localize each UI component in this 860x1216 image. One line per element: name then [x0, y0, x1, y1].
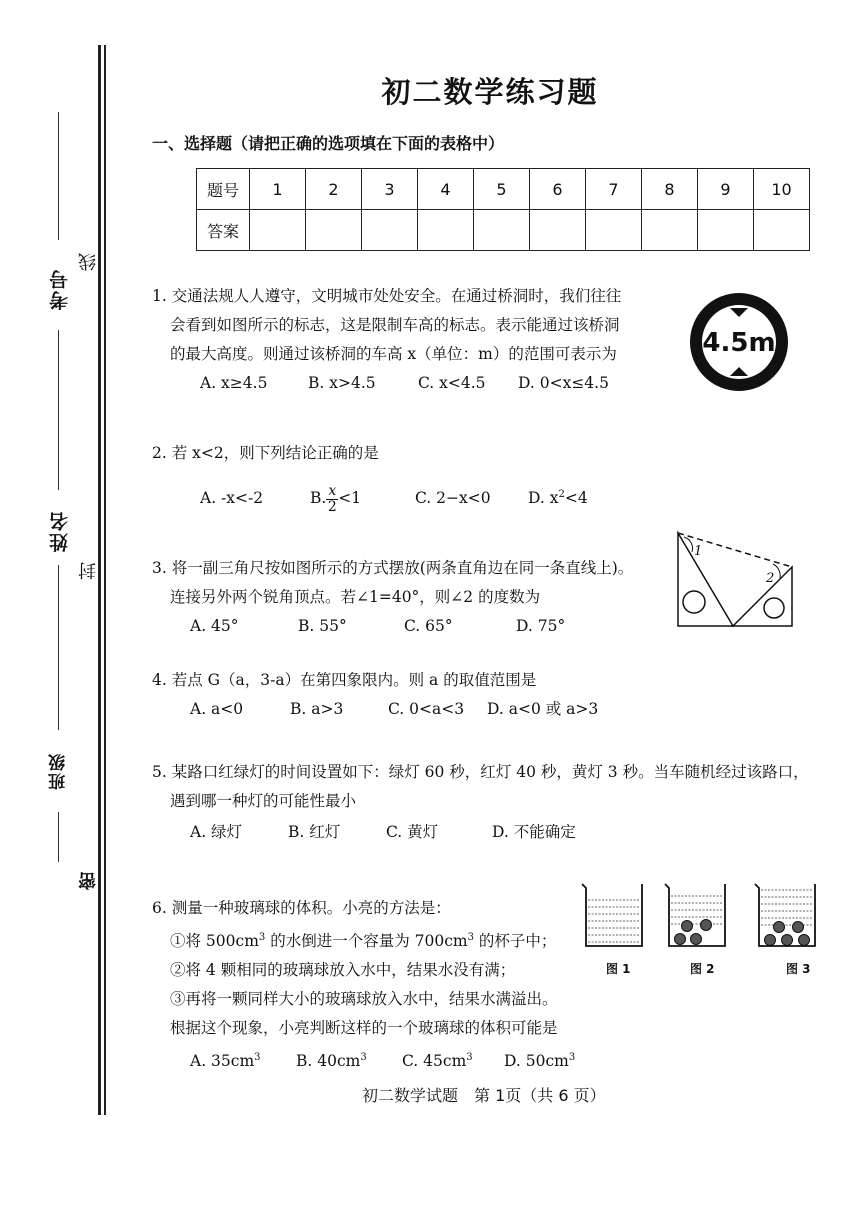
answer-cell[interactable] [306, 210, 362, 251]
question-number-cell: 8 [642, 169, 698, 210]
superscript: 3 [467, 932, 474, 943]
option-b-text: B. 40cm [296, 1052, 361, 1071]
option-d [528, 480, 588, 513]
table-header-cell: 答案 [197, 210, 250, 251]
option-b [310, 484, 415, 515]
option-a: A. 45° [190, 617, 239, 635]
option-d-suffix: <4 [564, 489, 588, 508]
question-5 [152, 758, 809, 847]
text-part: 的水倒进一个容量为 700cm [265, 932, 468, 951]
option-d [504, 1043, 575, 1076]
answer-cell[interactable] [754, 210, 810, 251]
option-c-text: C. 45cm [402, 1052, 467, 1071]
beaker-3-icon [755, 884, 815, 946]
question-6-line: ③再将一颗同样大小的玻璃球放入水中，结果水满溢出。 [170, 990, 558, 1009]
option-d: D. 不能确定 [492, 823, 576, 841]
xingming-blank [58, 330, 59, 490]
text-part: ①将 500cm [170, 932, 259, 951]
question-3-line: 3. 将一副三角尺按如图所示的方式摆放(两条直角边在同一条直线上)。 [152, 559, 634, 577]
question-number-cell: 6 [530, 169, 586, 210]
question-2 [152, 439, 588, 515]
option-d-base: D. x [528, 489, 559, 508]
page-footer: 初二数学试题 第 1页（共 6 页） [362, 1086, 606, 1105]
question-number-cell: 7 [586, 169, 642, 210]
table-row [197, 210, 810, 251]
answer-cell[interactable] [530, 210, 586, 251]
mi-mark: 密 [78, 872, 99, 890]
feng-mark: 封 [78, 562, 99, 580]
answer-table [196, 168, 810, 251]
page-title: 初二数学练习题 [381, 75, 599, 109]
table-row [197, 169, 810, 210]
option-c: C. 65° [404, 617, 453, 635]
question-3-line: 连接另外两个锐角顶点。若∠1=40°，则∠2 的度数为 [170, 588, 541, 606]
superscript: 3 [466, 1052, 473, 1064]
option-b [296, 1043, 402, 1076]
figure-2-caption: 图 2 [690, 962, 715, 976]
xian-mark: 线 [78, 253, 99, 271]
question-1-line: 的最大高度。则通过该桥洞的车高 x（单位：m）的范围可表示为 [170, 345, 617, 363]
option-a: A. 绿灯 [190, 823, 243, 841]
fraction-denominator: 2 [327, 498, 337, 515]
option-a: A. -x<-2 [200, 489, 264, 508]
question-6-line [152, 923, 575, 956]
banji-blank [58, 565, 59, 730]
question-6-line: 6. 测量一种玻璃球的体积。小亮的方法是： [152, 899, 451, 917]
option-c: C. 黄灯 [386, 823, 439, 841]
question-1 [152, 282, 621, 398]
question-1-line: 1. 交通法规人人遵守，文明城市处处安全。在通过桥洞时，我们往往 [152, 287, 622, 305]
sign-text: 4.5m [702, 328, 776, 358]
option-c [402, 1043, 504, 1076]
superscript: 3 [568, 1052, 576, 1064]
answer-cell[interactable] [418, 210, 474, 251]
option-d-superscript: 2 [558, 489, 565, 500]
beaker-2-icon [665, 884, 725, 946]
option-c: C. 2−x<0 [415, 489, 491, 508]
question-number-cell: 4 [418, 169, 474, 210]
angle-2-label: 2 [766, 571, 775, 586]
question-number-cell: 1 [250, 169, 306, 210]
height-limit-sign-icon [686, 289, 792, 395]
beaker-1-icon [582, 884, 642, 946]
option-b: B. 55° [298, 617, 347, 635]
figure-3-caption: 图 3 [786, 962, 811, 976]
superscript: 3 [254, 1052, 261, 1064]
superscript: 3 [360, 1052, 367, 1064]
question-4 [152, 666, 598, 724]
fraction [326, 484, 338, 515]
option-a: A. x≥4.5 [200, 374, 268, 392]
answer-cell[interactable] [362, 210, 418, 251]
option-b-suffix: <1 [338, 489, 362, 508]
question-5-line: 遇到哪一种灯的可能性最小 [170, 792, 357, 810]
question-1-line: 会看到如图所示的标志，这是限制车高的标志。表示能通过该桥洞 [170, 316, 620, 334]
angle-1-label: 1 [694, 544, 703, 559]
answer-cell[interactable] [698, 210, 754, 251]
binding-line-outer [98, 45, 101, 1115]
option-a-text: A. 35cm [190, 1052, 255, 1071]
question-6 [152, 894, 575, 1076]
text-part: 的杯子中； [473, 932, 557, 951]
kaohao-blank [58, 112, 59, 240]
option-b: B. a>3 [290, 700, 344, 718]
answer-cell[interactable] [474, 210, 530, 251]
option-b: B. 红灯 [288, 823, 341, 841]
option-c: C. 0<a<3 [388, 700, 465, 718]
option-a: A. a<0 [190, 700, 244, 718]
question-number-cell: 10 [754, 169, 810, 210]
question-number-cell: 9 [698, 169, 754, 210]
option-b-prefix: B. [310, 489, 327, 508]
triangle-rulers-figure-icon [670, 530, 800, 630]
answer-cell[interactable] [250, 210, 306, 251]
question-number-cell: 2 [306, 169, 362, 210]
option-a [190, 1043, 296, 1076]
option-d: D. 75° [516, 617, 566, 635]
bottom-blank [58, 812, 59, 862]
option-d: D. a<0 或 a>3 [487, 700, 599, 718]
option-d-text: D. 50cm [504, 1052, 569, 1071]
binding-line-inner [104, 45, 106, 1115]
banji-label: 班级 [49, 752, 69, 790]
question-6-line: ②将 4 颗相同的玻璃球放入水中，结果水没有满； [170, 961, 516, 980]
question-number-cell: 3 [362, 169, 418, 210]
fraction-numerator: x [328, 482, 337, 499]
xingming-label: 姓名 [49, 510, 71, 552]
answer-cell[interactable] [642, 210, 698, 251]
section-heading: 一、选择题（请把正确的选项填在下面的表格中） [152, 134, 505, 153]
figure-1-caption: 图 1 [606, 962, 631, 976]
question-5-line: 5. 某路口红绿灯的时间设置如下：绿灯 60 秒，红灯 40 秒，黄灯 3 秒。当车随机经过该路口， [152, 763, 809, 781]
superscript: 3 [258, 932, 266, 943]
option-c: C. x<4.5 [418, 374, 486, 392]
question-4-stem: 4. 若点 G（a，3-a）在第四象限内。则 a 的取值范围是 [152, 671, 537, 689]
question-number-cell: 5 [474, 169, 530, 210]
beakers-figure-icon [577, 878, 827, 950]
kaohao-label: 考号 [49, 268, 71, 310]
question-2-stem: 2. 若 x<2，则下列结论正确的是 [152, 444, 379, 462]
question-6-line: 根据这个现象，小亮判断这样的一个玻璃球的体积可能是 [170, 1019, 558, 1038]
answer-cell[interactable] [586, 210, 642, 251]
table-header-cell: 题号 [197, 169, 250, 210]
option-d: D. 0<x≤4.5 [518, 374, 609, 392]
question-3 [152, 554, 633, 641]
option-b: B. x>4.5 [308, 374, 376, 392]
